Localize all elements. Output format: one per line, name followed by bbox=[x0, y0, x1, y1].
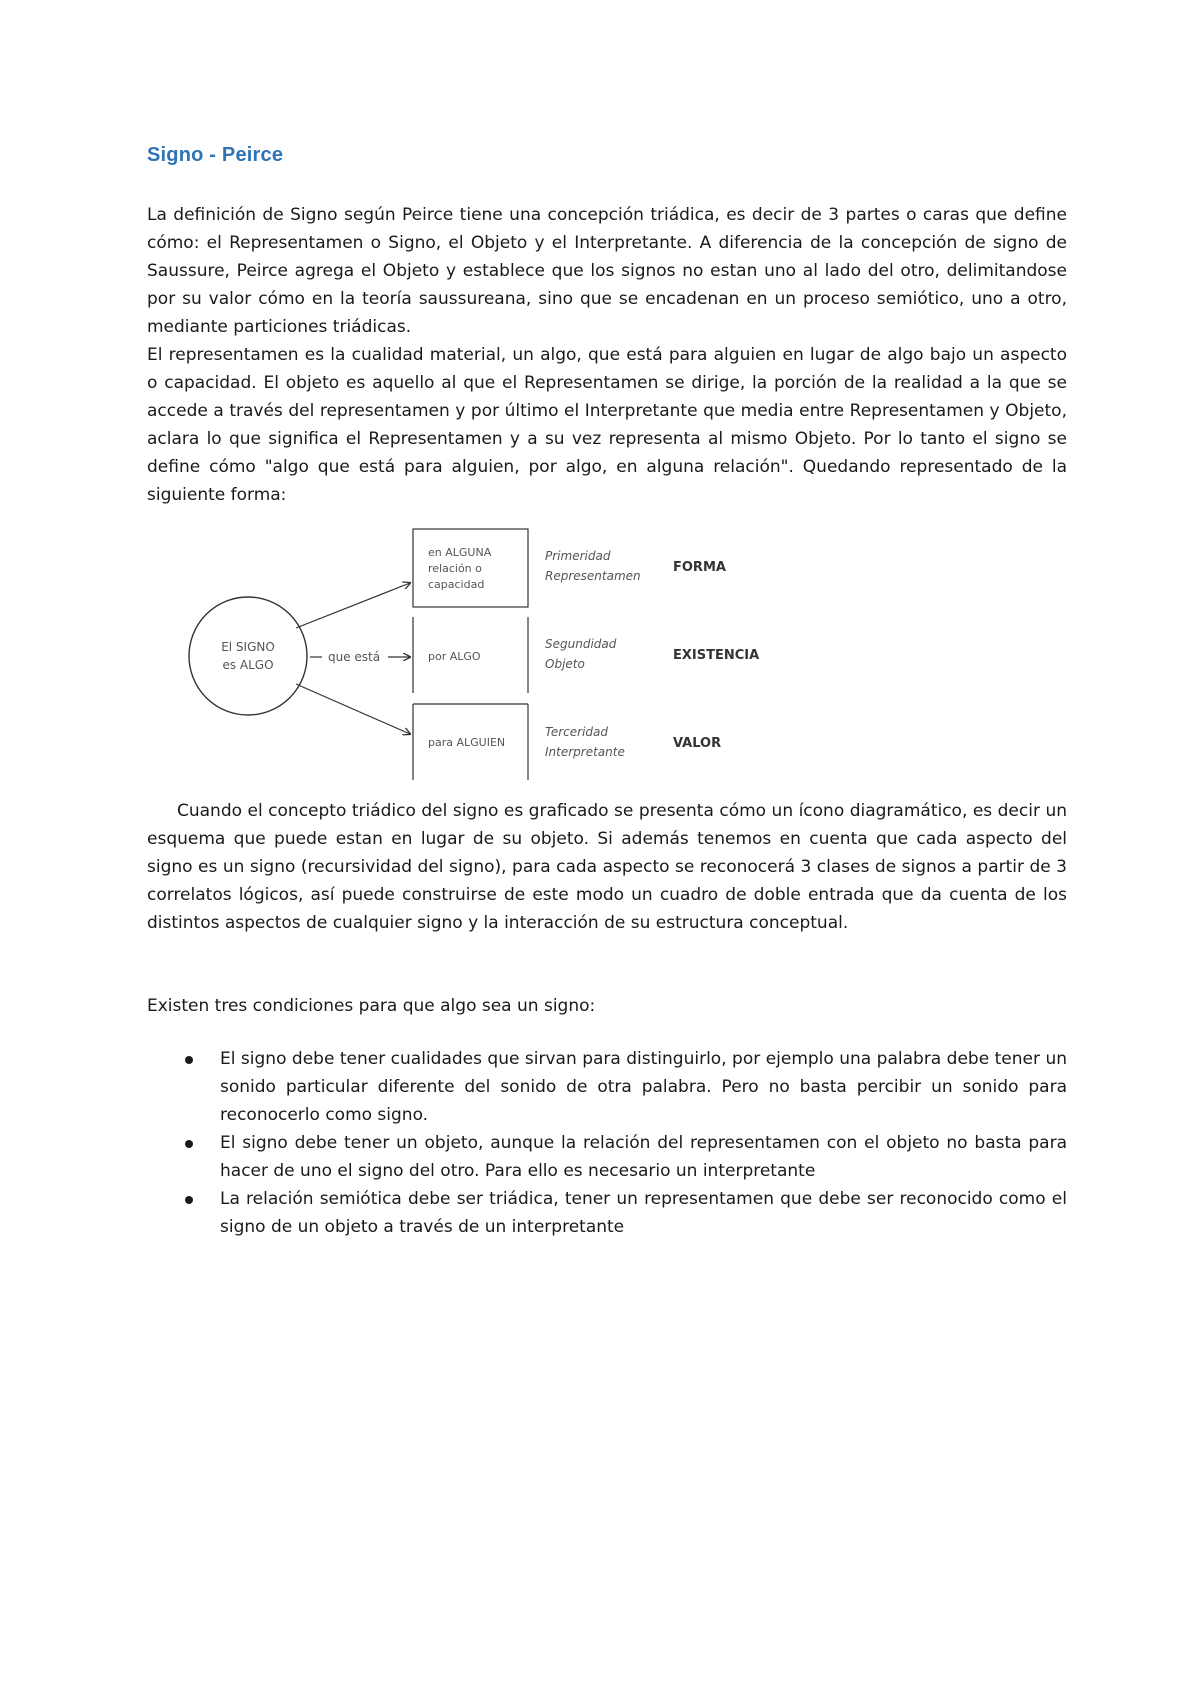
bullet-icon bbox=[185, 1196, 193, 1204]
row1-category-element: Representamen bbox=[545, 569, 641, 583]
circle-label-line2: es ALGO bbox=[222, 658, 274, 672]
paragraph-definition: La definición de Signo según Peirce tiene una concepción triádica, es decir de 3 partes o caras que define cómo: el Representamen o Signo, el Objeto y el Interpretante. A diferencia de la concepción de signo de Saussure, Peirce agrega el Objeto y establece que los signos no estan uno al lado del otro, delimitandose por su valor cómo en la teoría saussureana, sino que se encadenan en un proceso semiótico, uno a otro, mediante particiones triádicas. bbox=[147, 205, 1067, 337]
list-item bbox=[147, 1045, 1067, 1129]
bullet-icon bbox=[185, 1140, 193, 1148]
list-item-text: La relación semiótica debe ser triádica, tener un representamen que debe ser reconocido como el signo de un objeto a través de un interpretante bbox=[220, 1189, 1067, 1237]
bullet-icon bbox=[185, 1056, 193, 1064]
circle-label-line1: El SIGNO bbox=[221, 640, 275, 654]
paragraph-representamen: El representamen es la cualidad material, un algo, que está para alguien en lugar de algo bajo un aspecto o capacidad. El objeto es aquello al que el Representamen se dirige, la porción de la realidad a la que se accede a través del representamen y por último el Interpretante que media entre Representamen y Objeto, aclara lo que significa el Representamen y a su vez representa al mismo Objeto. Por lo tanto el signo se define cómo "algo que está para alguien, por algo, en alguna relación". Quedando representado de la siguiente forma: bbox=[147, 345, 1067, 505]
row3-keyword: VALOR bbox=[673, 736, 722, 751]
row3-category: Terceridad bbox=[545, 725, 608, 739]
middle-label: que está bbox=[328, 650, 381, 664]
row3-category-element: Interpretante bbox=[545, 745, 625, 759]
page-title: Signo - Peirce bbox=[147, 144, 284, 166]
list-item bbox=[147, 1129, 1067, 1185]
row1-box-line3: capacidad bbox=[428, 578, 485, 591]
row3-box-line1: para ALGUIEN bbox=[428, 736, 506, 749]
list-item bbox=[147, 1185, 1067, 1241]
list-item-text: El signo debe tener un objeto, aunque la relación del representamen con el objeto no basta para hacer de uno el signo del otro. Para ello es necesario un interpretante bbox=[220, 1133, 1067, 1181]
arrow-to-row1 bbox=[296, 583, 410, 628]
arrow-to-row3 bbox=[296, 684, 410, 734]
row2-category: Segundidad bbox=[545, 637, 617, 651]
row1-keyword: FORMA bbox=[673, 560, 726, 575]
row2-box-line1: por ALGO bbox=[428, 650, 481, 663]
row1-box-line1: en ALGUNA bbox=[428, 546, 492, 559]
row2-category-element: Objeto bbox=[545, 657, 585, 671]
paragraph-conditions-intro: Existen tres condiciones para que algo sea un signo: bbox=[147, 996, 596, 1016]
conditions-list bbox=[147, 1045, 1067, 1241]
list-item-text: El signo debe tener cualidades que sirvan para distinguirlo, por ejemplo una palabra debe tener un sonido particular diferente del sonido de otra palabra. Pero no basta percibir un sonido para reconocerlo como signo. bbox=[220, 1049, 1067, 1125]
row1-category: Primeridad bbox=[545, 549, 611, 563]
row1-box-line2: relación o bbox=[428, 562, 482, 575]
sign-circle bbox=[189, 597, 307, 715]
row2-keyword: EXISTENCIA bbox=[673, 648, 760, 663]
paragraph-diagram-explanation: Cuando el concepto triádico del signo es graficado se presenta cómo un ícono diagramático, es decir un esquema que puede estan en lugar de su objeto. Si además tenemos en cuenta que cada aspecto del signo es un signo (recursividad del signo), para cada aspecto se reconocerá 3 clases de signos a partir de 3 correlatos lógicos, así puede construirse de este modo un cuadro de doble entrada que da cuenta de los distintos aspectos de cualquier signo y la interacción de su estructura conceptual. bbox=[147, 801, 1067, 933]
